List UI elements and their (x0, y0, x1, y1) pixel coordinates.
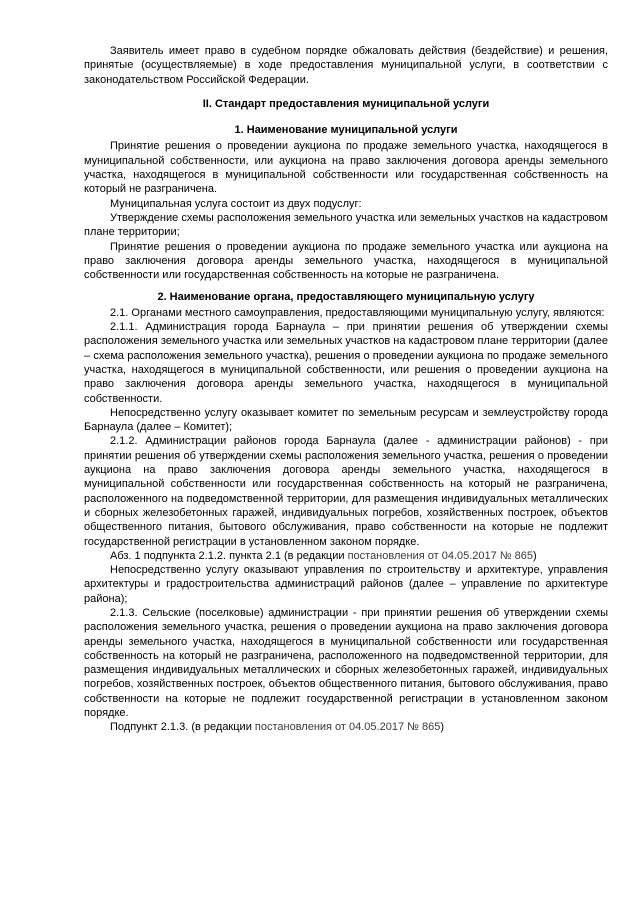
intro-paragraph: Заявитель имеет право в судебном порядке обжаловать действия (бездействие) и решения, принятые (осуществляемые) в ходе предоставления муниципальной услуги, в соответствии с законодательством Российской Федерации. (84, 45, 608, 86)
subsection-2-paragraph: 2.1. Органами местного самоуправления, предоставляющими муниципальную услугу, являются: (110, 306, 605, 319)
subsection-2-paragraph: 2.1.3. Сельские (поселковые) администрации - при принятии решения об утверждении схемы расположения земельного участка, решения о проведении аукциона на право заключения договора аренды земельного участка, находящегося в муниципальной собственности или государственная собственность на который не разграничена, расположенного на подведомственной территории, для размещения индивидуальных металлических и сборных железобетонных гаражей, индивидуальных погребов, хозяйственных построек, объектов общественного питания, бытового обслуживания, право собственности на которые не подлежит государственной регистрации в установленном законом порядке. (84, 606, 608, 720)
subsection-2-paragraph: 2.1.2. Администрации районов города Барнаула (далее - администрации районов) - при принятии решения об утверждении схемы расположения земельного участка, решения о проведении аукциона на право заключения договора аренды земельного участка, находящегося в муниципальной собственности или государственная собственность на который не разграничена, расположенного на подведомственной территории, для размещения индивидуальных металлических и сборных железобетонных гаражей, индивидуальных погребов, хозяйственных построек, объектов общественного питания, бытового обслуживания, право собственности на которые не подлежит государственной регистрации в установленном законом порядке. (84, 435, 608, 548)
amendment-prefix: Подпункт 2.1.3. (в редакции (110, 721, 255, 734)
subsection-2-paragraph: Непосредственно услугу оказывает комитет по земельным ресурсам и землеустройству города Барнаула (далее – Комитет); (84, 406, 608, 434)
amendment-suffix: ) (440, 721, 445, 734)
subsection-1-paragraph: Принятие решения о проведении аукциона по продаже земельного участка или аукциона на право заключения договора аренды земельного участка, находящегося в муниципальной собственности или государственная собственность на которые не разграничена. (84, 240, 608, 282)
subsection-1-paragraph: Муниципальная услуга состоит из двух подуслуг: (110, 197, 362, 210)
subsection-1-paragraph: Утверждение схемы расположения земельного участка или земельных участков на кадастровом плане территории; (84, 211, 608, 239)
amendment-suffix: ) (533, 549, 537, 562)
subsection-1-title: 1. Наименование муниципальной услуги (234, 124, 458, 137)
amendment-link[interactable]: постановления от 04.05.2017 № 865 (347, 549, 534, 562)
subsection-2-paragraph: 2.1.1. Администрация города Барнаула – при принятии решения об утверждении схемы расположения земельного участка или земельных участков на кадастровом плане территории (далее – схема расположения земельного участка), решения о проведении аукциона по продаже земельного участка, находящегося в муниципальной собственности, или решения о проведении аукциона на право заключения договора аренды земельного участка, находящегося в муниципальной собственности. (84, 321, 608, 405)
amendment-link[interactable]: постановления от 04.05.2017 № 865 (254, 721, 441, 734)
amendment-note (84, 720, 608, 734)
amendment-prefix: Абз. 1 подпункта 2.1.2. пункта 2.1 (в редакции (110, 549, 348, 562)
subsection-2-paragraph: Непосредственно услугу оказывают управления по строительству и архитектуре, управления архитектуры и градостроительства администраций районов (далее – управление по архитектуре района); (84, 564, 608, 605)
section-title: II. Стандарт предоставления муниципальной услуги (202, 97, 490, 110)
subsection-2-title: 2. Наименование органа, предоставляющего муниципальную услугу (157, 291, 535, 304)
subsection-1-paragraph: Принятие решения о проведении аукциона по продаже земельного участка, находящегося в муниципальной собственности, или аукциона на право заключения договора аренды земельного участка, находящегося в муниципальной собственности или государственная собственность на который не разграничена. (84, 140, 608, 196)
amendment-note (84, 549, 608, 563)
